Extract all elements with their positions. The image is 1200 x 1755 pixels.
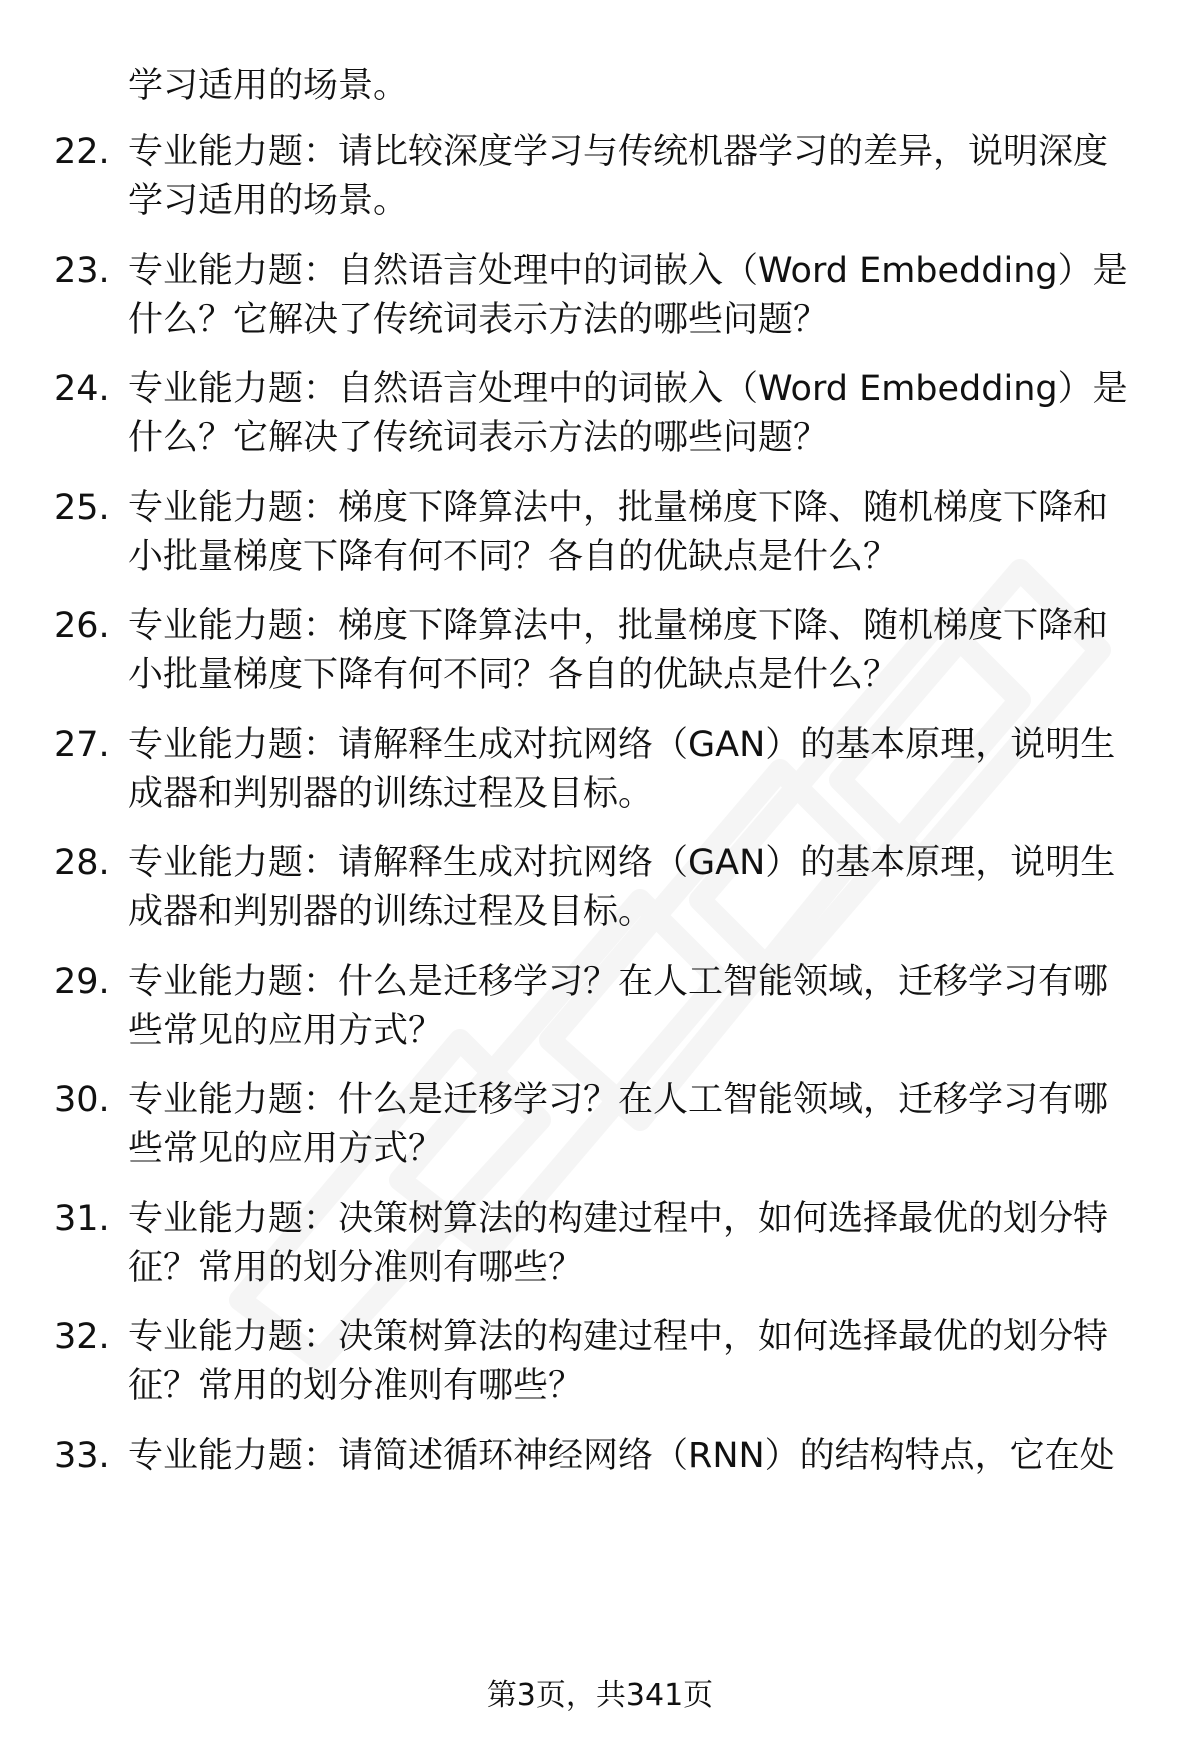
question-text-line: 学习适用的场景。 <box>128 181 409 221</box>
question-text-line: 专业能力题：决策树算法的构建过程中，如何选择最优的划分特 <box>128 1199 1109 1239</box>
question-number: 33. <box>54 1436 110 1476</box>
question-text-line: 专业能力题：梯度下降算法中，批量梯度下降、随机梯度下降和 <box>128 488 1109 528</box>
question-number: 23. <box>54 251 110 291</box>
question-text <box>128 128 1168 226</box>
question-text-line: 专业能力题：请简述循环神经网络（RNN）的结构特点，它在处 <box>128 1436 1115 1476</box>
question-text <box>128 602 1168 700</box>
continued-question-text: 学习适用的场景。 <box>128 66 409 106</box>
question-text-line: 专业能力题：自然语言处理中的词嵌入（Word Embedding）是 <box>128 369 1128 409</box>
question-text <box>128 365 1168 463</box>
question-text <box>128 247 1168 345</box>
question-text <box>128 721 1168 819</box>
question-text <box>128 839 1168 937</box>
question-text-line: 专业能力题：自然语言处理中的词嵌入（Word Embedding）是 <box>128 251 1128 291</box>
question-text-line: 成器和判别器的训练过程及目标。 <box>128 892 654 932</box>
question-number: 22. <box>54 132 110 172</box>
question-number: 26. <box>54 606 110 646</box>
question-text-line: 专业能力题：梯度下降算法中，批量梯度下降、随机梯度下降和 <box>128 606 1109 646</box>
question-text-line: 什么？它解决了传统词表示方法的哪些问题？ <box>128 418 829 458</box>
question-number: 25. <box>54 488 110 528</box>
question-text-line: 专业能力题：请比较深度学习与传统机器学习的差异，说明深度 <box>128 132 1109 172</box>
question-text-line: 小批量梯度下降有何不同？各自的优缺点是什么？ <box>128 537 899 577</box>
question-text <box>128 484 1168 582</box>
question-number: 30. <box>54 1080 110 1120</box>
question-number: 27. <box>54 725 110 765</box>
question-text-line: 专业能力题：请解释生成对抗网络（GAN）的基本原理，说明生 <box>128 843 1116 883</box>
question-text-line: 什么？它解决了传统词表示方法的哪些问题？ <box>128 300 829 340</box>
question-text <box>128 958 1168 1056</box>
question-text <box>128 1076 1168 1174</box>
question-text-line: 征？常用的划分准则有哪些？ <box>128 1366 584 1406</box>
question-text-line: 些常见的应用方式？ <box>128 1129 444 1169</box>
question-text <box>128 1313 1168 1411</box>
question-text <box>128 1432 1168 1481</box>
question-number: 32. <box>54 1317 110 1357</box>
question-text <box>128 1195 1168 1293</box>
page-footer: 第3页，共341页 <box>486 1678 714 1713</box>
question-text-line: 征？常用的划分准则有哪些？ <box>128 1248 584 1288</box>
question-text-line: 专业能力题：决策树算法的构建过程中，如何选择最优的划分特 <box>128 1317 1109 1357</box>
question-text-line: 成器和判别器的训练过程及目标。 <box>128 774 654 814</box>
question-number: 24. <box>54 369 110 409</box>
question-text-line: 小批量梯度下降有何不同？各自的优缺点是什么？ <box>128 655 899 695</box>
question-number: 28. <box>54 843 110 883</box>
question-number: 31. <box>54 1199 110 1239</box>
question-number: 29. <box>54 962 110 1002</box>
question-text-line: 专业能力题：什么是迁移学习？在人工智能领域，迁移学习有哪 <box>128 1080 1109 1120</box>
question-text-line: 些常见的应用方式？ <box>128 1011 444 1051</box>
question-text-line: 专业能力题：什么是迁移学习？在人工智能领域，迁移学习有哪 <box>128 962 1109 1002</box>
question-text-line: 专业能力题：请解释生成对抗网络（GAN）的基本原理，说明生 <box>128 725 1116 765</box>
